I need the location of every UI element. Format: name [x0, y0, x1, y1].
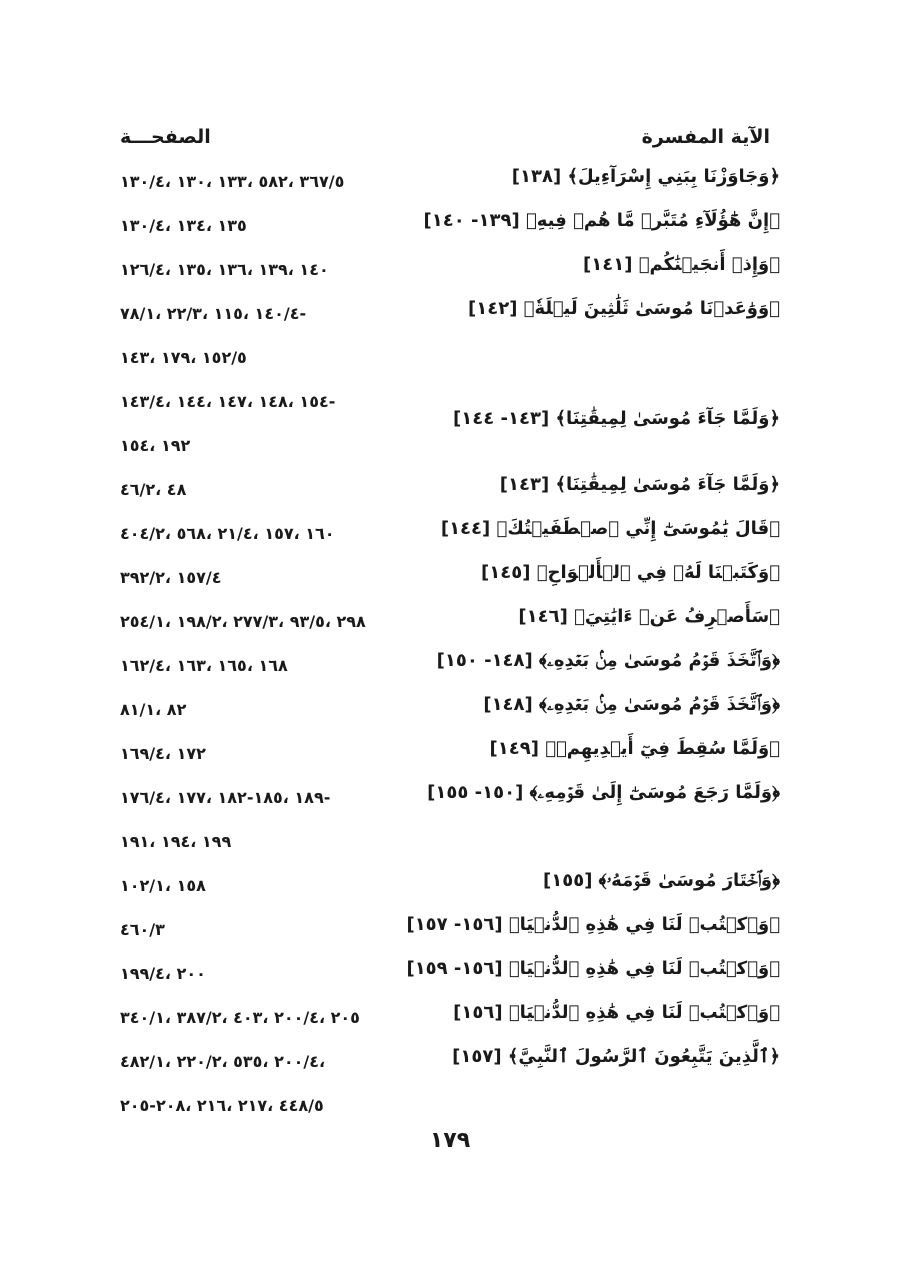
pages-cell	[120, 160, 410, 204]
pages-line: ١٥٨ ،١٠٢/١	[120, 876, 206, 895]
table-row	[120, 600, 780, 644]
verse-cell: ﴿وَوَٰعَدۡنَا مُوسَىٰ ثَلَٰثِينَ لَيۡلَةٗ﴾ [١٤٢]	[467, 298, 780, 319]
table-row	[120, 204, 780, 248]
pages-cell	[120, 556, 410, 600]
verse-cell: ﴿وَٱكۡتُبۡ لَنَا فِي هَٰذِهِ ٱلدُّنۡيَا﴾ [١٥٦- ١٥٧]	[406, 914, 780, 935]
verse-cell: ﴿سَأَصۡرِفُ عَنۡ ءَايَٰتِيَ﴾ [١٤٦]	[518, 606, 780, 627]
pages-line: ١٤٠ ،١٣٩ ،١٣٦ ،١٣٥ ،١٢٦/٤	[120, 260, 329, 279]
pages-cell	[120, 380, 410, 468]
pages-line: ١٩٩ ،١٩٤ ،١٩١	[120, 832, 232, 851]
page-number: ١٧٩	[429, 1128, 471, 1153]
pages-line: ٢٠٠ ،١٩٩/٤	[120, 964, 206, 983]
pages-cell	[120, 600, 410, 644]
table-row	[120, 512, 780, 556]
table-row	[120, 776, 780, 864]
pages-line: ٨٢ ،٨١/١	[120, 700, 187, 719]
verse-cell: ﴿وَكَتَبۡنَا لَهُۥ فِي ٱلۡأَلۡوَاحِ﴾ [١٤٥]	[481, 562, 780, 583]
pages-cell	[120, 688, 410, 732]
table-row	[120, 292, 780, 380]
pages-line: ٢٩٨ ،٩٣/٥ ،٢٧٧/٣ ،١٩٨/٢ ،٢٥٤/١	[120, 612, 366, 631]
pages-cell	[120, 732, 410, 776]
pages-cell	[120, 1040, 410, 1128]
table-row	[120, 160, 780, 204]
pages-line: ١٧٢ ،١٦٩/٤	[120, 744, 206, 763]
pages-line: ١٦٨ ،١٦٥ ،١٦٣ ،١٦٢/٤	[120, 656, 288, 675]
pages-line: ١٩٢ ،١٥٤	[120, 436, 191, 455]
verse-cell: ﴿وَلَمَّا جَآءَ مُوسَىٰ لِمِيقَٰتِنَا﴾ [١٤٣]	[499, 474, 780, 495]
pages-cell	[120, 952, 406, 996]
table-row	[120, 380, 780, 468]
verse-cell: ﴿وَٱتَّخَذَ قَوۡمُ مُوسَىٰ مِنۢ بَعۡدِهِۦ﴾ [١٤٨- ١٥٠]	[436, 650, 780, 671]
pages-line: ١٥٢/٥ ،١٧٩ ،١٤٣	[120, 348, 247, 367]
verse-cell: ﴿قَالَ يَٰمُوسَىٰٓ إِنِّي ٱصۡطَفَيۡتُكَ﴾ [١٤٤]	[440, 518, 780, 539]
pages-cell	[120, 204, 410, 248]
pages-line: -١٨٩ ،١٨٥-١٨٢ ،١٧٧ ،١٧٦/٤	[120, 788, 331, 807]
page-column-heading: الصفحـــة	[120, 126, 211, 148]
verse-cell: ﴿وَٱخۡتَارَ مُوسَىٰ قَوۡمَهُۥ﴾ [١٥٥]	[542, 870, 780, 891]
table-row	[120, 688, 780, 732]
pages-cell	[120, 908, 406, 952]
pages-line: ٣٦٧/٥ ،٥٨٢ ،١٣٣ ،١٣٠ ،١٣٠/٤	[120, 172, 345, 191]
pages-line: ٤٦٠/٣	[120, 920, 165, 939]
pages-line: ١٥٧/٤ ،٣٩٢/٢	[120, 568, 222, 587]
pages-line: ١٦٠ ،١٥٧ ،٢١/٤ ،٥٦٨ ،٤٠٤/٢	[120, 524, 335, 543]
pages-cell	[120, 292, 410, 380]
table-row	[120, 732, 780, 776]
verse-cell: ﴿وَٱتَّخَذَ قَوۡمُ مُوسَىٰ مِنۢ بَعۡدِهِۦ﴾ [١٤٨]	[483, 694, 780, 715]
table-row	[120, 556, 780, 600]
table-row	[120, 996, 780, 1040]
pages-cell	[120, 864, 410, 908]
verse-cell: ﴿وَلَمَّا جَآءَ مُوسَىٰ لِمِيقَٰتِنَا﴾ [١٤٣- ١٤٤]	[453, 408, 780, 429]
pages-line: ٤٨ ،٤٦/٢	[120, 480, 187, 499]
pages-line: ،٢٠٠/٤ ،٥٣٥ ،٢٢٠/٢ ،٤٨٢/١	[120, 1052, 326, 1071]
pages-line: ٢٠٥ ،٢٠٠/٤ ،٤٠٣ ،٣٨٧/٢ ،٣٤٠/١	[120, 1008, 360, 1027]
verse-cell: ﴿وَلَمَّا سُقِطَ فِيٓ أَيۡدِيهِمۡ﴾ [١٤٩]	[489, 738, 780, 759]
verse-cell: ﴿وَٱكۡتُبۡ لَنَا فِي هَٰذِهِ ٱلدُّنۡيَا﴾ [١٥٦]	[453, 1002, 780, 1023]
index-table	[120, 160, 780, 1128]
table-row	[120, 248, 780, 292]
table-header	[120, 122, 770, 152]
pages-line: ١٣٥ ،١٣٤ ،١٣٠/٤	[120, 216, 247, 235]
table-row	[120, 1040, 780, 1128]
verse-cell: ﴿وَجَاوَزْنَا بِبَنِي إِسْرَآءِيلَ﴾ [١٣٨]	[511, 166, 780, 187]
pages-cell	[120, 996, 410, 1040]
table-row	[120, 644, 780, 688]
verse-cell: ﴿وَٱكۡتُبۡ لَنَا فِي هَٰذِهِ ٱلدُّنۡيَا﴾ [١٥٦- ١٥٩]	[406, 958, 780, 979]
table-row	[120, 864, 780, 908]
verse-cell: ﴿ٱلَّذِينَ يَتَّبِعُونَ ٱلرَّسُولَ ٱلنَّبِيَّ﴾ [١٥٧]	[452, 1046, 780, 1067]
pages-line: -١٤٠/٤ ،١١٥ ،٢٢/٣ ،٧٨/١	[120, 304, 307, 323]
pages-line: ٤٤٨/٥ ،٢١٧ ،٢١٦ ،٢٠٨-٢٠٥	[120, 1096, 324, 1115]
pages-cell	[120, 248, 410, 292]
pages-cell	[120, 512, 410, 556]
table-row	[120, 908, 780, 952]
verse-cell: ﴿إِنَّ هَٰٓؤُلَآءِ مُتَبَّرٞ مَّا هُمۡ فِيهِ﴾ [١٣٩- ١٤٠]	[423, 210, 780, 231]
pages-cell	[120, 776, 410, 864]
verse-column-heading: الآية المفسرة	[641, 126, 770, 148]
table-row	[120, 468, 780, 512]
table-row	[120, 952, 780, 996]
pages-cell	[120, 468, 410, 512]
pages-line: -١٥٤ ،١٤٨ ،١٤٧ ،١٤٤ ،١٤٣/٤	[120, 392, 336, 411]
verse-cell: ﴿وَلَمَّا رَجَعَ مُوسَىٰٓ إِلَىٰ قَوۡمِهِۦ﴾ [١٥٠- ١٥٥]	[427, 782, 780, 803]
verse-cell: ﴿وَإِذۡ أَنجَيۡنَٰكُم﴾ [١٤١]	[583, 254, 780, 275]
pages-cell	[120, 644, 410, 688]
